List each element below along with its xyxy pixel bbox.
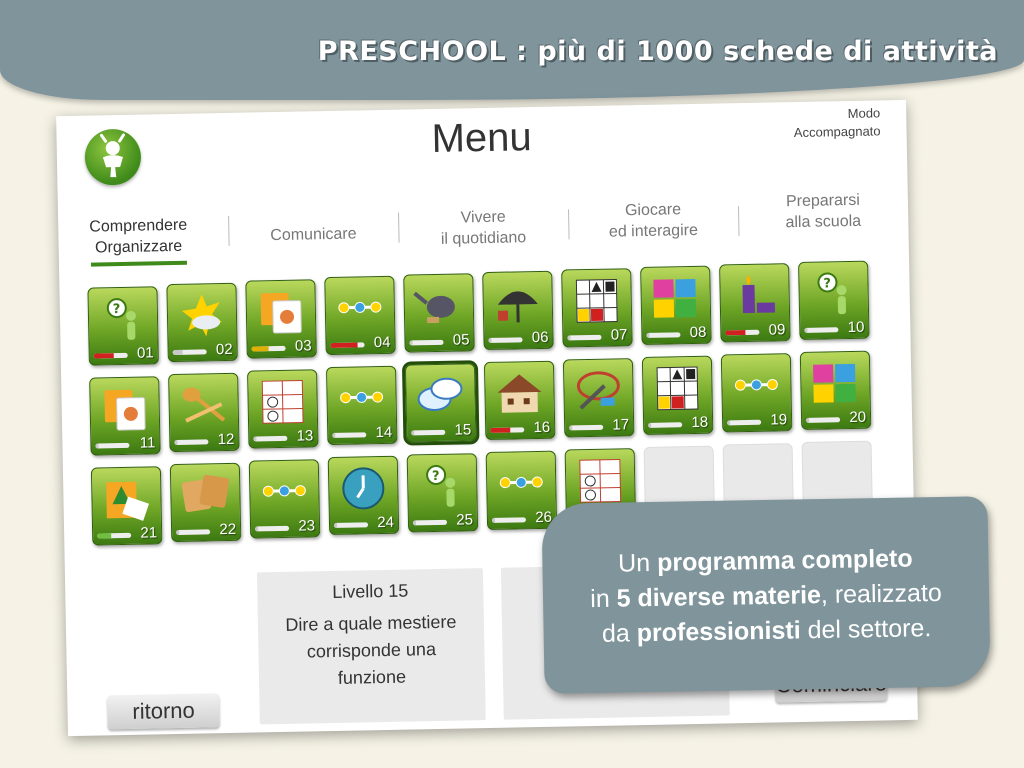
level-tile[interactable] (168, 373, 239, 452)
question-person-icon (416, 460, 469, 509)
level-progress-bar (806, 417, 840, 423)
tab-divider (398, 213, 400, 243)
clock-icon (337, 463, 390, 512)
tab-divider (738, 206, 740, 236)
level-progress-fill (488, 338, 491, 343)
level-number: 19 (770, 411, 788, 429)
level-progress-fill (173, 350, 183, 355)
level-progress-fill (94, 353, 114, 358)
cracker-icon (179, 470, 232, 519)
level-progress-bar (253, 436, 287, 442)
mode-line-2: Accompagnato (793, 123, 881, 141)
svg-text:?: ? (431, 468, 440, 485)
tab-comprendere-organizzare[interactable] (78, 215, 199, 259)
level-number: 16 (533, 418, 551, 437)
puzzle-icon (649, 273, 702, 322)
cards-icon (98, 383, 151, 432)
level-progress-fill (252, 346, 269, 351)
level-progress-bar (569, 425, 603, 431)
level-number: 22 (219, 520, 237, 539)
level-progress-fill (413, 520, 416, 525)
svg-text:?: ? (823, 276, 832, 292)
level-tile[interactable] (642, 356, 713, 435)
level-number: 20 (849, 408, 867, 427)
level-progress-fill (411, 430, 414, 435)
level-number: 08 (689, 323, 707, 342)
level-tile[interactable] (326, 366, 397, 445)
dots-sequence-icon (335, 373, 388, 422)
house-icon (493, 368, 546, 417)
callout-line-1: Un programma completo (617, 544, 913, 578)
level-progress-fill (176, 530, 179, 535)
level-progress-bar (173, 349, 207, 355)
tab-label-line1: Vivere (460, 208, 506, 227)
level-detail-panel (257, 568, 486, 724)
level-progress-bar (95, 443, 129, 449)
dots-sequence-icon (258, 466, 311, 515)
level-tile[interactable] (89, 376, 160, 455)
tab-label-line1: Prepararsi (785, 191, 860, 211)
level-tile[interactable] (486, 451, 557, 530)
level-tile[interactable] (561, 268, 632, 347)
level-tile[interactable] (170, 463, 241, 542)
level-progress-bar (648, 422, 682, 428)
level-number: 13 (296, 427, 314, 445)
tab-label-line1: Comunicare (270, 225, 357, 245)
level-progress-bar (97, 533, 131, 539)
level-number: 18 (691, 413, 709, 432)
callout-line-2: in 5 diverse materie, realizzato (590, 578, 943, 614)
level-number: 03 (294, 337, 312, 355)
level-tile[interactable] (484, 361, 555, 440)
puzzle-icon (809, 358, 862, 407)
watering-can-icon (412, 280, 465, 329)
level-number: 23 (298, 517, 316, 535)
subject-tabs (78, 191, 889, 271)
level-progress-fill (331, 342, 358, 348)
tab-label-line2: alla scuola (785, 212, 862, 232)
level-progress-fill (253, 436, 256, 441)
level-progress-fill (332, 433, 335, 438)
level-progress-fill (648, 423, 651, 428)
level-progress-bar (413, 520, 447, 526)
dots-sequence-icon (495, 458, 548, 507)
level-progress-bar (409, 340, 443, 346)
level-progress-fill (727, 420, 730, 425)
level-number: 06 (531, 328, 549, 347)
level-progress-fill (97, 533, 111, 538)
level-tile[interactable] (247, 369, 318, 448)
tab-divider (568, 209, 570, 239)
tools-icon (572, 365, 625, 414)
level-progress-bar (255, 526, 289, 532)
faces-grid-icon (256, 376, 309, 425)
level-progress-bar (488, 337, 522, 343)
level-number: 01 (136, 344, 154, 362)
mode-indicator[interactable] (793, 104, 880, 142)
level-description-line3: funzione (337, 666, 407, 688)
level-number: 05 (452, 331, 470, 349)
level-progress-fill (569, 425, 572, 430)
faces-grid-icon (574, 455, 627, 504)
speech-bubbles-icon (414, 370, 467, 419)
level-progress-bar (646, 332, 680, 338)
level-progress-bar (725, 330, 759, 336)
level-tile[interactable] (721, 353, 792, 432)
level-progress-bar (490, 427, 524, 433)
level-tile[interactable] (166, 283, 237, 362)
level-progress-bar (567, 335, 601, 341)
level-progress-bar (252, 346, 286, 352)
level-number: 17 (612, 416, 630, 434)
level-progress-fill (646, 333, 649, 338)
level-progress-bar (492, 517, 526, 523)
banner-title: PRESCHOOL : più di 1000 schede di attività (317, 36, 998, 67)
tree-cards-icon (100, 473, 153, 522)
level-progress-bar (174, 439, 208, 445)
active-tab-indicator (91, 261, 187, 267)
tab-label-line2: il quotidiano (440, 229, 527, 248)
dots-sequence-icon (730, 360, 783, 409)
level-progress-bar (804, 327, 838, 333)
level-number: 26 (535, 508, 553, 527)
level-progress-fill (725, 330, 745, 335)
level-tile[interactable] (245, 279, 316, 358)
promo-callout (541, 496, 990, 694)
level-progress-bar (411, 430, 445, 436)
level-description-line1: Dire a quale mestiere (285, 611, 457, 635)
level-number: 15 (454, 421, 472, 439)
tab-giocare-interagire[interactable] (583, 198, 724, 243)
level-tile[interactable] (640, 266, 711, 345)
svg-text:?: ? (112, 302, 121, 318)
level-progress-fill (490, 428, 510, 433)
level-progress-bar (331, 342, 365, 348)
level-tile[interactable] (719, 263, 790, 342)
cards-icon (254, 286, 307, 335)
tab-label-line1: Comprendere (89, 216, 188, 236)
tab-vivere-quotidiano[interactable] (418, 206, 549, 250)
tab-label-line2: Organizzare (94, 237, 183, 257)
level-number: 14 (375, 423, 393, 442)
mode-line-1: Modo (847, 105, 881, 122)
level-tile[interactable] (563, 358, 634, 437)
page-title: Menu (431, 115, 533, 162)
level-progress-fill (174, 440, 177, 445)
shapes-grid-icon (651, 363, 704, 412)
level-progress-fill (492, 518, 495, 523)
level-progress-fill (806, 418, 809, 423)
level-number: 02 (215, 340, 233, 359)
level-number: 25 (456, 511, 474, 529)
level-number: 10 (847, 318, 865, 337)
promo-banner (0, 0, 1024, 100)
level-tile[interactable] (798, 261, 869, 340)
callout-line-3: da professionisti del settore. (601, 614, 932, 648)
tab-prepararsi-scuola[interactable] (758, 189, 889, 233)
level-tile[interactable] (407, 453, 478, 532)
level-progress-bar (727, 420, 761, 426)
back-button[interactable]: ritorno (107, 693, 220, 729)
level-tile[interactable] (91, 466, 162, 545)
level-label: Livello 15 (332, 580, 409, 603)
tab-label-line1: Giocare (624, 201, 682, 220)
level-tile[interactable] (800, 351, 871, 430)
level-number: 11 (139, 434, 156, 452)
sun-cloud-icon (176, 290, 229, 339)
level-tile[interactable] (87, 286, 158, 365)
level-tile[interactable] (328, 456, 399, 535)
tab-divider (228, 216, 230, 246)
level-tile[interactable] (403, 273, 474, 352)
tab-comunicare[interactable] (248, 223, 378, 246)
level-tile[interactable] (405, 363, 476, 442)
level-progress-fill (255, 526, 258, 531)
shapes-grid-icon (570, 275, 623, 324)
level-number: 07 (610, 326, 628, 344)
level-progress-bar (332, 432, 366, 438)
level-progress-fill (409, 340, 412, 345)
level-number: 04 (373, 333, 391, 352)
level-progress-bar (176, 529, 210, 535)
level-progress-fill (804, 328, 807, 333)
level-description-line2: corrisponde una (306, 639, 437, 662)
question-person-icon (807, 268, 860, 317)
level-progress-bar (94, 353, 128, 359)
level-number: 24 (377, 513, 395, 532)
level-progress-bar (334, 522, 368, 528)
level-progress-fill (334, 523, 337, 528)
callout-text (542, 540, 990, 653)
question-person-icon (97, 293, 150, 342)
level-progress-fill (567, 335, 570, 340)
level-number: 21 (140, 524, 158, 542)
level-number: 09 (768, 321, 786, 339)
dots-sequence-icon (333, 283, 386, 332)
umbrella-icon (491, 278, 544, 327)
level-tile[interactable] (249, 459, 320, 538)
level-progress-fill (95, 443, 98, 448)
level-tile[interactable] (482, 271, 553, 350)
level-number: 12 (217, 430, 235, 449)
candle-icon (728, 270, 781, 319)
spoon-icon (177, 380, 230, 429)
tab-label-line2: ed interagire (608, 221, 699, 241)
level-tile[interactable] (324, 276, 395, 355)
